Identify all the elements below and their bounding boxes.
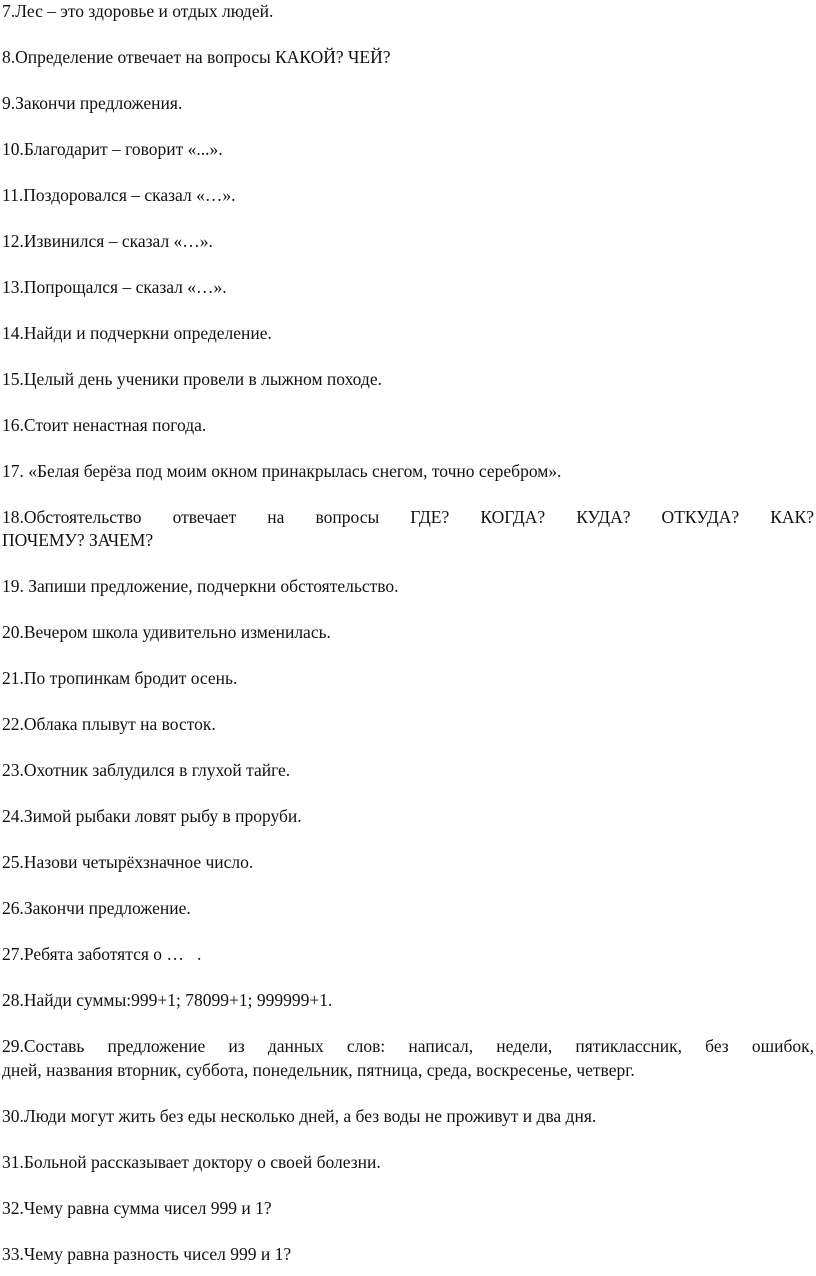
text-line-32: 32.Чему равна сумма чисел 999 и 1?: [2, 1198, 272, 1218]
text-line-8: 8.Определение отвечает на вопросы КАКОЙ? ЧЕЙ?: [2, 47, 391, 67]
text-line-31: 31.Больной рассказывает доктору о своей болезни.: [2, 1152, 381, 1172]
text-line-17: 17. «Белая берёза под моим окном принакрылась снегом, точно серебром».: [2, 461, 562, 481]
text-line-19: 19. Запиши предложение, подчеркни обстоятельство.: [2, 576, 399, 596]
text-line-23: 23.Охотник заблудился в глухой тайге.: [2, 760, 291, 780]
text-line-27: 27.Ребята заботятся о … .: [2, 944, 202, 964]
text-line-7: 7.Лес – это здоровье и отдых людей.: [2, 1, 274, 21]
text-line-18-cont: ПОЧЕМУ? ЗАЧЕМ?: [2, 530, 154, 550]
text-line-11: 11.Поздоровался – сказал «…».: [2, 185, 236, 205]
text-line-20: 20.Вечером школа удивительно изменилась.: [2, 622, 331, 642]
text-line-26: 26.Закончи предложение.: [2, 898, 191, 918]
text-line-16: 16.Стоит ненастная погода.: [2, 415, 207, 435]
text-line-18: 18.Обстоятельство отвечает на вопросы ГДЕ? КОГДА? КУДА? ОТКУДА? КАК?: [2, 507, 814, 527]
text-line-14: 14.Найди и подчеркни определение.: [2, 323, 272, 343]
text-line-25: 25.Назови четырёхзначное число.: [2, 852, 254, 872]
text-line-24: 24.Зимой рыбаки ловят рыбу в проруби.: [2, 806, 302, 826]
text-line-12: 12.Извинился – сказал «…».: [2, 231, 213, 251]
text-line-30: 30.Люди могут жить без еды несколько дней, а без воды не проживут и два дня.: [2, 1106, 597, 1126]
text-line-9: 9.Закончи предложения.: [2, 93, 183, 113]
text-line-28: 28.Найди суммы:999+1; 78099+1; 999999+1.: [2, 990, 333, 1010]
text-line-33: 33.Чему равна разность чисел 999 и 1?: [2, 1244, 292, 1264]
text-line-22: 22.Облака плывут на восток.: [2, 714, 216, 734]
text-line-29: 29.Составь предложение из данных слов: написал, недели, пятиклассник, без ошибок,: [2, 1036, 814, 1056]
text-line-21: 21.По тропинкам бродит осень.: [2, 668, 238, 688]
text-line-15: 15.Целый день ученики провели в лыжном походе.: [2, 369, 382, 389]
text-line-29-cont: дней, названия вторник, суббота, понедельник, пятница, среда, воскресенье, четверг.: [2, 1060, 635, 1080]
text-line-10: 10.Благодарит – говорит «...».: [2, 139, 223, 159]
text-line-13: 13.Попрощался – сказал «…».: [2, 277, 227, 297]
